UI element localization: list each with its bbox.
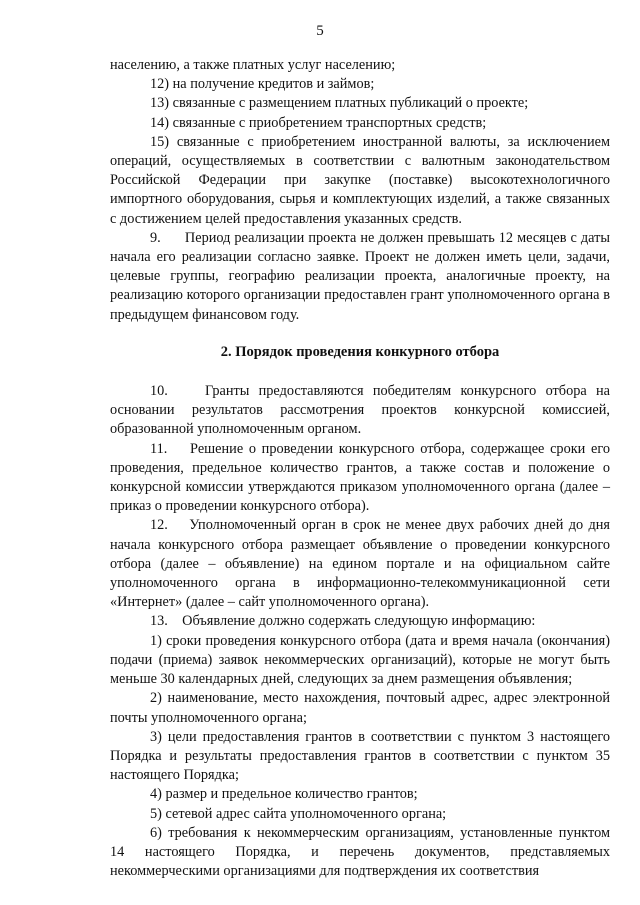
document-paragraph: 13. Объявление должно содержать следующую информацию: — [150, 613, 536, 630]
document-paragraph: 10. Гранты предоставляются победителям конкурсного отбора на основании результатов рассмотрения проектов конкурсной комиссией, образованной уполномоченным органом. — [110, 383, 610, 438]
document-paragraph: 12) на получение кредитов и займов; — [150, 76, 375, 93]
document-body — [110, 56, 610, 881]
document-paragraph: 4) размер и предельное количество грантов; — [150, 786, 418, 803]
document-paragraph: 15) связанные с приобретением иностранной валюты, за исключением операций, осуществляемых в соответствии с валютным законодательством Российской Федерации при закупке (поставке) высокотехнологичного импортного оборудования, сырья и комплектующих изделий, а также связанных с достижением целей предоставления указанных средств. — [110, 133, 610, 227]
document-paragraph: 9. Период реализации проекта не должен превышать 12 месяцев с даты начала его реализации согласно заявке. Проект не должен иметь цели, задачи, целевые группы, географию реализации проекта, аналогичные проекту, на реализацию которого организации предоставлен грант уполномоченного органа в предыдущем финансовом году. — [110, 229, 610, 323]
document-paragraph: 3) цели предоставления грантов в соответствии с пунктом 3 настоящего Порядка и результаты предоставления грантов в соответствии с пунктом 35 настоящего Порядка; — [110, 728, 610, 784]
paragraph-group-before — [110, 56, 610, 325]
document-paragraph: 1) сроки проведения конкурсного отбора (дата и время начала (окончания) подачи (приема) заявок некоммерческих организаций), которые не могут быть меньше 30 календарных дней, следующих за днем размещения объявления; — [110, 632, 610, 688]
document-paragraph: 2) наименование, место нахождения, почтовый адрес, адрес электронной почты уполномоченного органа; — [110, 690, 610, 726]
document-paragraph: населению, а также платных услуг населению; — [110, 57, 396, 73]
document-paragraph: 12. Уполномоченный орган в срок не менее двух рабочих дней до дня начала конкурсного отбора размещает объявление о проведении конкурсного отбора (далее – объявление) на едином портале и на официальном сайте уполномоченного органа в информационно-телекоммуникационной сети «Интернет» (далее – сайт уполномоченного органа). — [110, 517, 610, 611]
document-paragraph: 6) требования к некоммерческим организациям, установленные пунктом 14 настоящего Порядка, и перечень документов, представляемых некоммерческими организациями для подтверждения их соответствия — [110, 824, 610, 880]
document-paragraph: 13) связанные с размещением платных публикаций о проекте; — [150, 95, 529, 112]
document-paragraph: 5) сетевой адрес сайта уполномоченного органа; — [150, 805, 447, 822]
page-number: 5 — [316, 23, 324, 39]
document-paragraph: 14) связанные с приобретением транспортных средств; — [150, 114, 487, 131]
paragraph-group-after — [110, 382, 610, 881]
document-paragraph: 11. Решение о проведении конкурсного отбора, содержащее сроки его проведения, предельное количество грантов, а также состав и положение о конкурсной комиссии утверждаются приказом уполномоченного органа (далее – приказ о проведении конкурсного отбора). — [110, 440, 610, 515]
section-heading: 2. Порядок проведения конкурного отбора — [220, 343, 500, 360]
